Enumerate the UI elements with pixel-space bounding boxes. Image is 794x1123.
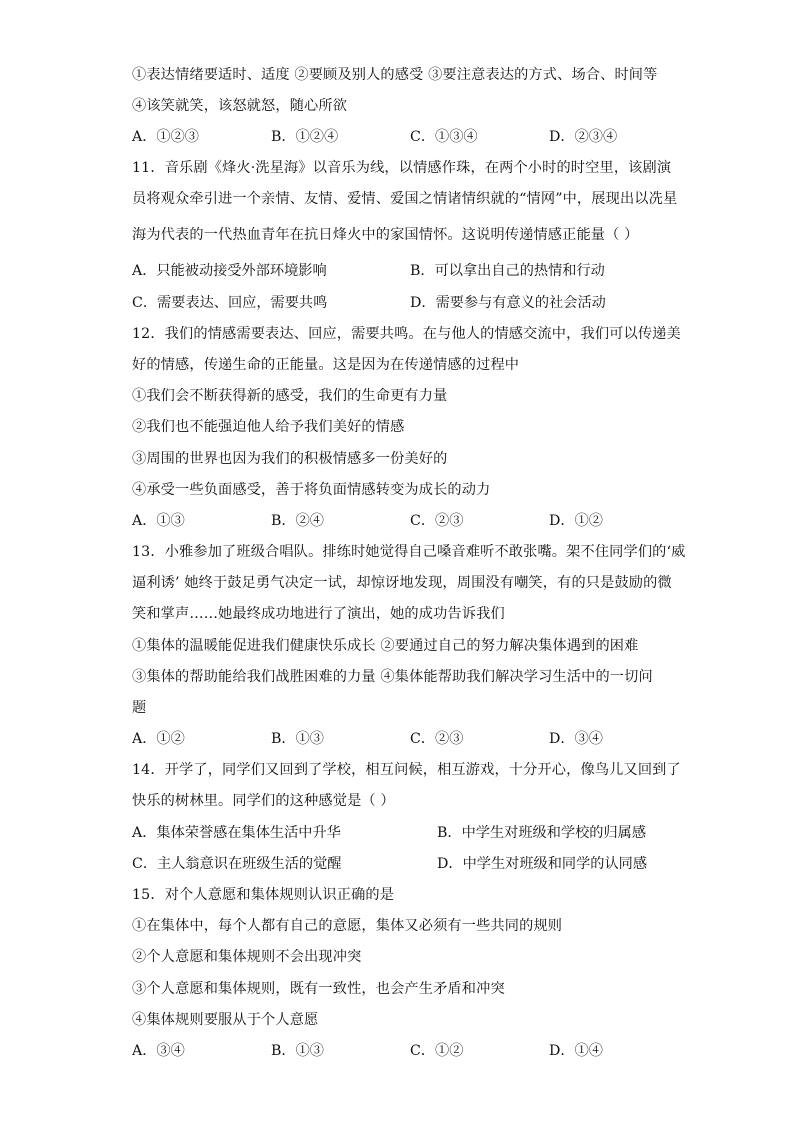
q13-statements-line-3: 题: [132, 700, 147, 716]
q15-statement-2: ②个人意愿和集体规则不会出现冲突: [132, 949, 362, 965]
q12-statement-4: ④承受一些负面感受，善于将负面情感转变为成长的动力: [132, 482, 491, 498]
q13-option-c[interactable]: C．②③: [410, 731, 464, 747]
q12-statement-3: ③周围的世界也因为我们的积极情感多一份美好的: [132, 451, 448, 467]
q10-option-d[interactable]: D．②③④: [549, 129, 618, 145]
q13-option-d[interactable]: D．③④: [549, 731, 603, 747]
q13-statements-line-2: ③集体的帮助能给我们战胜困难的力量 ④集体能帮助我们解决学习生活中的一切问: [132, 669, 653, 685]
q13-statements-line-1: ①集体的温暖能促进我们健康快乐成长 ②要通过自己的努力解决集体遇到的困难: [132, 638, 639, 654]
q12-stem-line-1: 12．我们的情感需要表达、回应，需要共鸣。在与他人的情感交流中，我们可以传递美: [132, 326, 681, 342]
q10-option-c[interactable]: C．①③④: [410, 129, 478, 145]
q14-option-b[interactable]: B．中学生对班级和学校的归属感: [437, 825, 647, 841]
q12-statement-1: ①我们会不断获得新的感受，我们的生命更有力量: [132, 388, 448, 404]
q15-statement-3: ③个人意愿和集体规则，既有一致性，也会产生矛盾和冲突: [132, 981, 505, 997]
q11-option-b[interactable]: B．可以拿出自己的热情和行动: [410, 263, 605, 279]
q14-options-ab: [132, 818, 662, 849]
q11-stem-line-1: 11．音乐剧《烽火·洗星海》以音乐为线，以情感作珠，在两个小时的时空里，该剧演: [132, 160, 672, 176]
q14-option-d[interactable]: D．中学生对班级和同学的认同感: [437, 856, 648, 872]
q10-statements-line-2: ④该笑就笑，该怒就怒，随心所欲: [132, 98, 348, 114]
q10-option-a[interactable]: A．①②③: [132, 129, 199, 145]
q15-statement-4: ④集体规则要服从于个人意愿: [132, 1012, 319, 1028]
q12-statement-2: ②我们也不能强迫他人给予我们美好的情感: [132, 419, 405, 435]
q13-stem-line-2: 逼利诱’ 她终于鼓足勇气决定一试，却惊讶地发现，周围没有嘲笑，有的只是鼓励的微: [132, 575, 672, 591]
q12-option-a[interactable]: A．①③: [132, 513, 185, 529]
q13-stem-line-1: 13．小雅参加了班级合唱队。排练时她觉得自己嗓音难听不敢张嘴。架不住同学们的‘威: [132, 544, 686, 560]
q12-options: [132, 506, 662, 537]
q15-options: [132, 1036, 662, 1067]
q11-stem-line-3: 海为代表的一代热血青年在抗日烽火中的家国情怀。这说明传递情感正能量（ ）: [132, 227, 639, 243]
q15-option-a[interactable]: A．③④: [132, 1043, 185, 1059]
q10-statements-line-1: ①表达情绪要适时、适度 ②要顾及别人的感受 ③要注意表达的方式、场合、时间等: [132, 67, 658, 83]
q11-option-a[interactable]: A．只能被动接受外部环境影响: [132, 263, 327, 279]
q12-option-b[interactable]: B．②④: [271, 513, 324, 529]
q13-stem-line-3: 笑和掌声……她最终成功地进行了演出，她的成功告诉我们: [132, 606, 505, 622]
q11-options-ab: [132, 256, 662, 287]
q13-options: [132, 724, 662, 755]
q15-option-c[interactable]: C．①②: [410, 1043, 464, 1059]
q13-option-b[interactable]: B．①③: [271, 731, 324, 747]
q10-option-b[interactable]: B．①②④: [271, 129, 339, 145]
q11-option-c[interactable]: C．需要表达、回应，需要共鸣: [132, 295, 328, 311]
q14-stem-line-1: 14．开学了，同学们又回到了学校，相互问候，相互游戏，十分开心，像鸟儿又回到了: [132, 762, 681, 778]
q11-option-d[interactable]: D．需要参与有意义的社会活动: [410, 295, 606, 311]
q13-option-a[interactable]: A．①②: [132, 731, 185, 747]
q15-option-b[interactable]: B．①③: [271, 1043, 324, 1059]
q14-options-cd: [132, 849, 662, 880]
q14-option-c[interactable]: C．主人翁意识在班级生活的觉醒: [132, 856, 342, 872]
q10-options: [132, 122, 662, 153]
q15-statement-1: ①在集体中，每个人都有自己的意愿，集体又必须有一些共同的规则: [132, 918, 563, 934]
q12-option-d[interactable]: D．①②: [549, 513, 603, 529]
q11-options-cd: [132, 288, 662, 319]
q14-stem-line-2: 快乐的树林里。同学们的这种感觉是（ ）: [132, 793, 395, 809]
q11-stem-line-2: 员将观众牵引进一个亲情、友情、爱情、爱国之情诸情织就的“情网”中，展现出以冼星: [132, 191, 678, 207]
q14-option-a[interactable]: A．集体荣誉感在集体生活中升华: [132, 825, 341, 841]
q12-stem-line-2: 好的情感，传递生命的正能量。这是因为在传递情感的过程中: [132, 357, 520, 373]
q15-stem: 15．对个人意愿和集体规则认识正确的是: [132, 887, 395, 903]
q12-option-c[interactable]: C．②③: [410, 513, 464, 529]
q15-option-d[interactable]: D．①④: [549, 1043, 603, 1059]
